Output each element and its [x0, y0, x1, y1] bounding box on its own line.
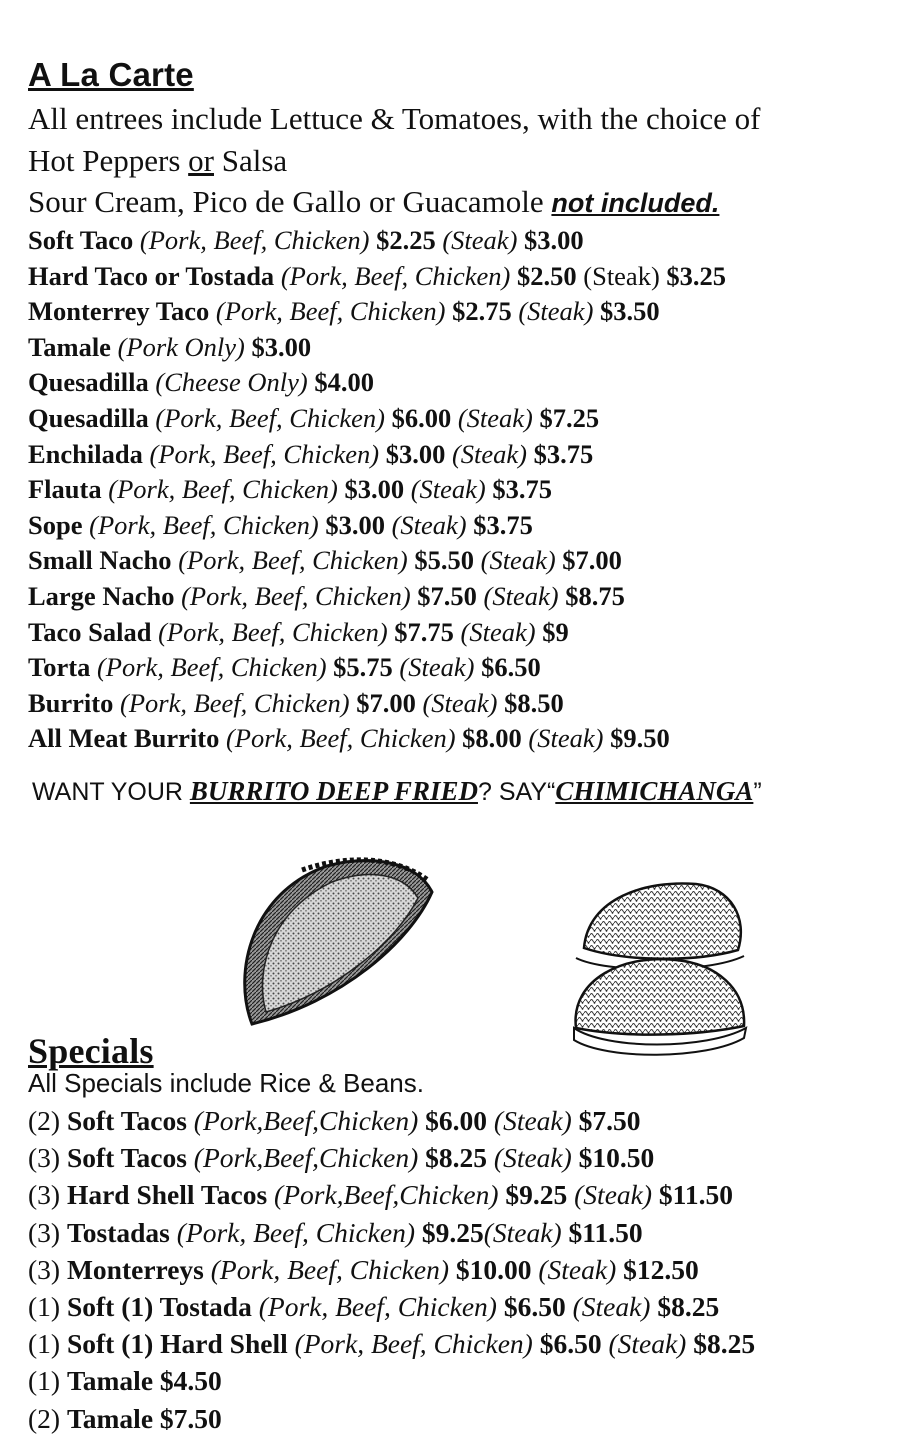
chimi-close-quote: ”: [753, 778, 762, 806]
burrito-deep-fried: BURRITO DEEP FRIED: [189, 776, 478, 806]
soft-tacos-icon: [566, 878, 752, 1060]
menu-item: All Meat Burrito (Pork, Beef, Chicken) $8.00 (Steak) $9.50: [28, 723, 670, 754]
intro-line-3: [28, 181, 719, 224]
special-item: (1) Soft (1) Tostada (Pork, Beef, Chicken) $6.50 (Steak) $8.25: [28, 1290, 720, 1322]
a-la-carte-list: [28, 223, 908, 757]
menu-item: Large Nacho (Pork, Beef, Chicken) $7.50 (Steak) $8.75: [28, 580, 625, 611]
special-item: (3) Monterreys (Pork, Beef, Chicken) $10.00 (Steak) $12.50: [28, 1253, 699, 1285]
not-included-note: not included.: [551, 188, 720, 218]
specials-heading: Specials: [28, 1031, 154, 1071]
menu-item: Tamale (Pork Only) $3.00: [28, 331, 312, 362]
intro-or: or: [188, 143, 214, 178]
menu-item: Enchilada (Pork, Beef, Chicken) $3.00 (Steak) $3.75: [28, 438, 594, 469]
a-la-carte-heading: A La Carte: [28, 56, 194, 93]
intro-extras: Sour Cream, Pico de Gallo or Guacamole: [28, 184, 552, 219]
special-item: (2) Tamale $7.50: [28, 1402, 222, 1434]
menu-item: Quesadilla (Pork, Beef, Chicken) $6.00 (Steak) $7.25: [28, 402, 600, 433]
intro-hot-peppers: Hot Peppers: [28, 143, 189, 178]
menu-item: Flauta (Pork, Beef, Chicken) $3.00 (Steak) $3.75: [28, 474, 552, 505]
special-item: (3) Tostadas (Pork, Beef, Chicken) $9.25(Steak) $11.50: [28, 1216, 643, 1248]
special-item: (3) Soft Tacos (Pork,Beef,Chicken) $8.25 (Steak) $10.50: [28, 1142, 655, 1174]
chimi-prefix: WANT YOUR: [32, 778, 190, 806]
special-item: (2) Soft Tacos (Pork,Beef,Chicken) $6.00 (Steak) $7.50: [28, 1105, 641, 1136]
specials-subtitle: All Specials include Rice & Beans.: [28, 1068, 424, 1098]
special-item: (3) Hard Shell Tacos (Pork,Beef,Chicken) $9.25 (Steak) $11.50: [28, 1179, 733, 1211]
specials-list: [28, 1102, 918, 1437]
menu-item: Small Nacho (Pork, Beef, Chicken) $5.50 (Steak) $7.00: [28, 545, 622, 576]
chimichanga-callout: [32, 776, 762, 807]
menu-item: Monterrey Taco (Pork, Beef, Chicken) $2.75 (Steak) $3.50: [28, 296, 660, 327]
menu-item: Sope (Pork, Beef, Chicken) $3.00 (Steak) $3.75: [28, 509, 533, 540]
menu-item: Burrito (Pork, Beef, Chicken) $7.00 (Steak) $8.50: [28, 687, 564, 718]
chimi-say: ? SAY“: [477, 778, 556, 806]
intro-salsa: Salsa: [213, 143, 288, 178]
intro-line-1: All entrees include Lettuce & Tomatoes, with the choice of: [28, 101, 761, 136]
chimichanga-word: CHIMICHANGA: [555, 776, 754, 806]
intro-line-2: [28, 140, 287, 182]
menu-item: Hard Taco or Tostada (Pork, Beef, Chicken) $2.50 (Steak) $3.25: [28, 260, 727, 291]
menu-item: Quesadilla (Cheese Only) $4.00: [28, 367, 374, 398]
hard-shell-taco-icon: [232, 852, 442, 1042]
menu-item: Soft Taco (Pork, Beef, Chicken) $2.25 (Steak) $3.00: [28, 225, 584, 255]
special-item: (1) Tamale $4.50: [28, 1365, 222, 1397]
menu-item: Taco Salad (Pork, Beef, Chicken) $7.75 (Steak) $9: [28, 616, 569, 647]
menu-item: Torta (Pork, Beef, Chicken) $5.75 (Steak) $6.50: [28, 652, 541, 683]
special-item: (1) Soft (1) Hard Shell (Pork, Beef, Chicken) $6.50 (Steak) $8.25: [28, 1328, 756, 1360]
